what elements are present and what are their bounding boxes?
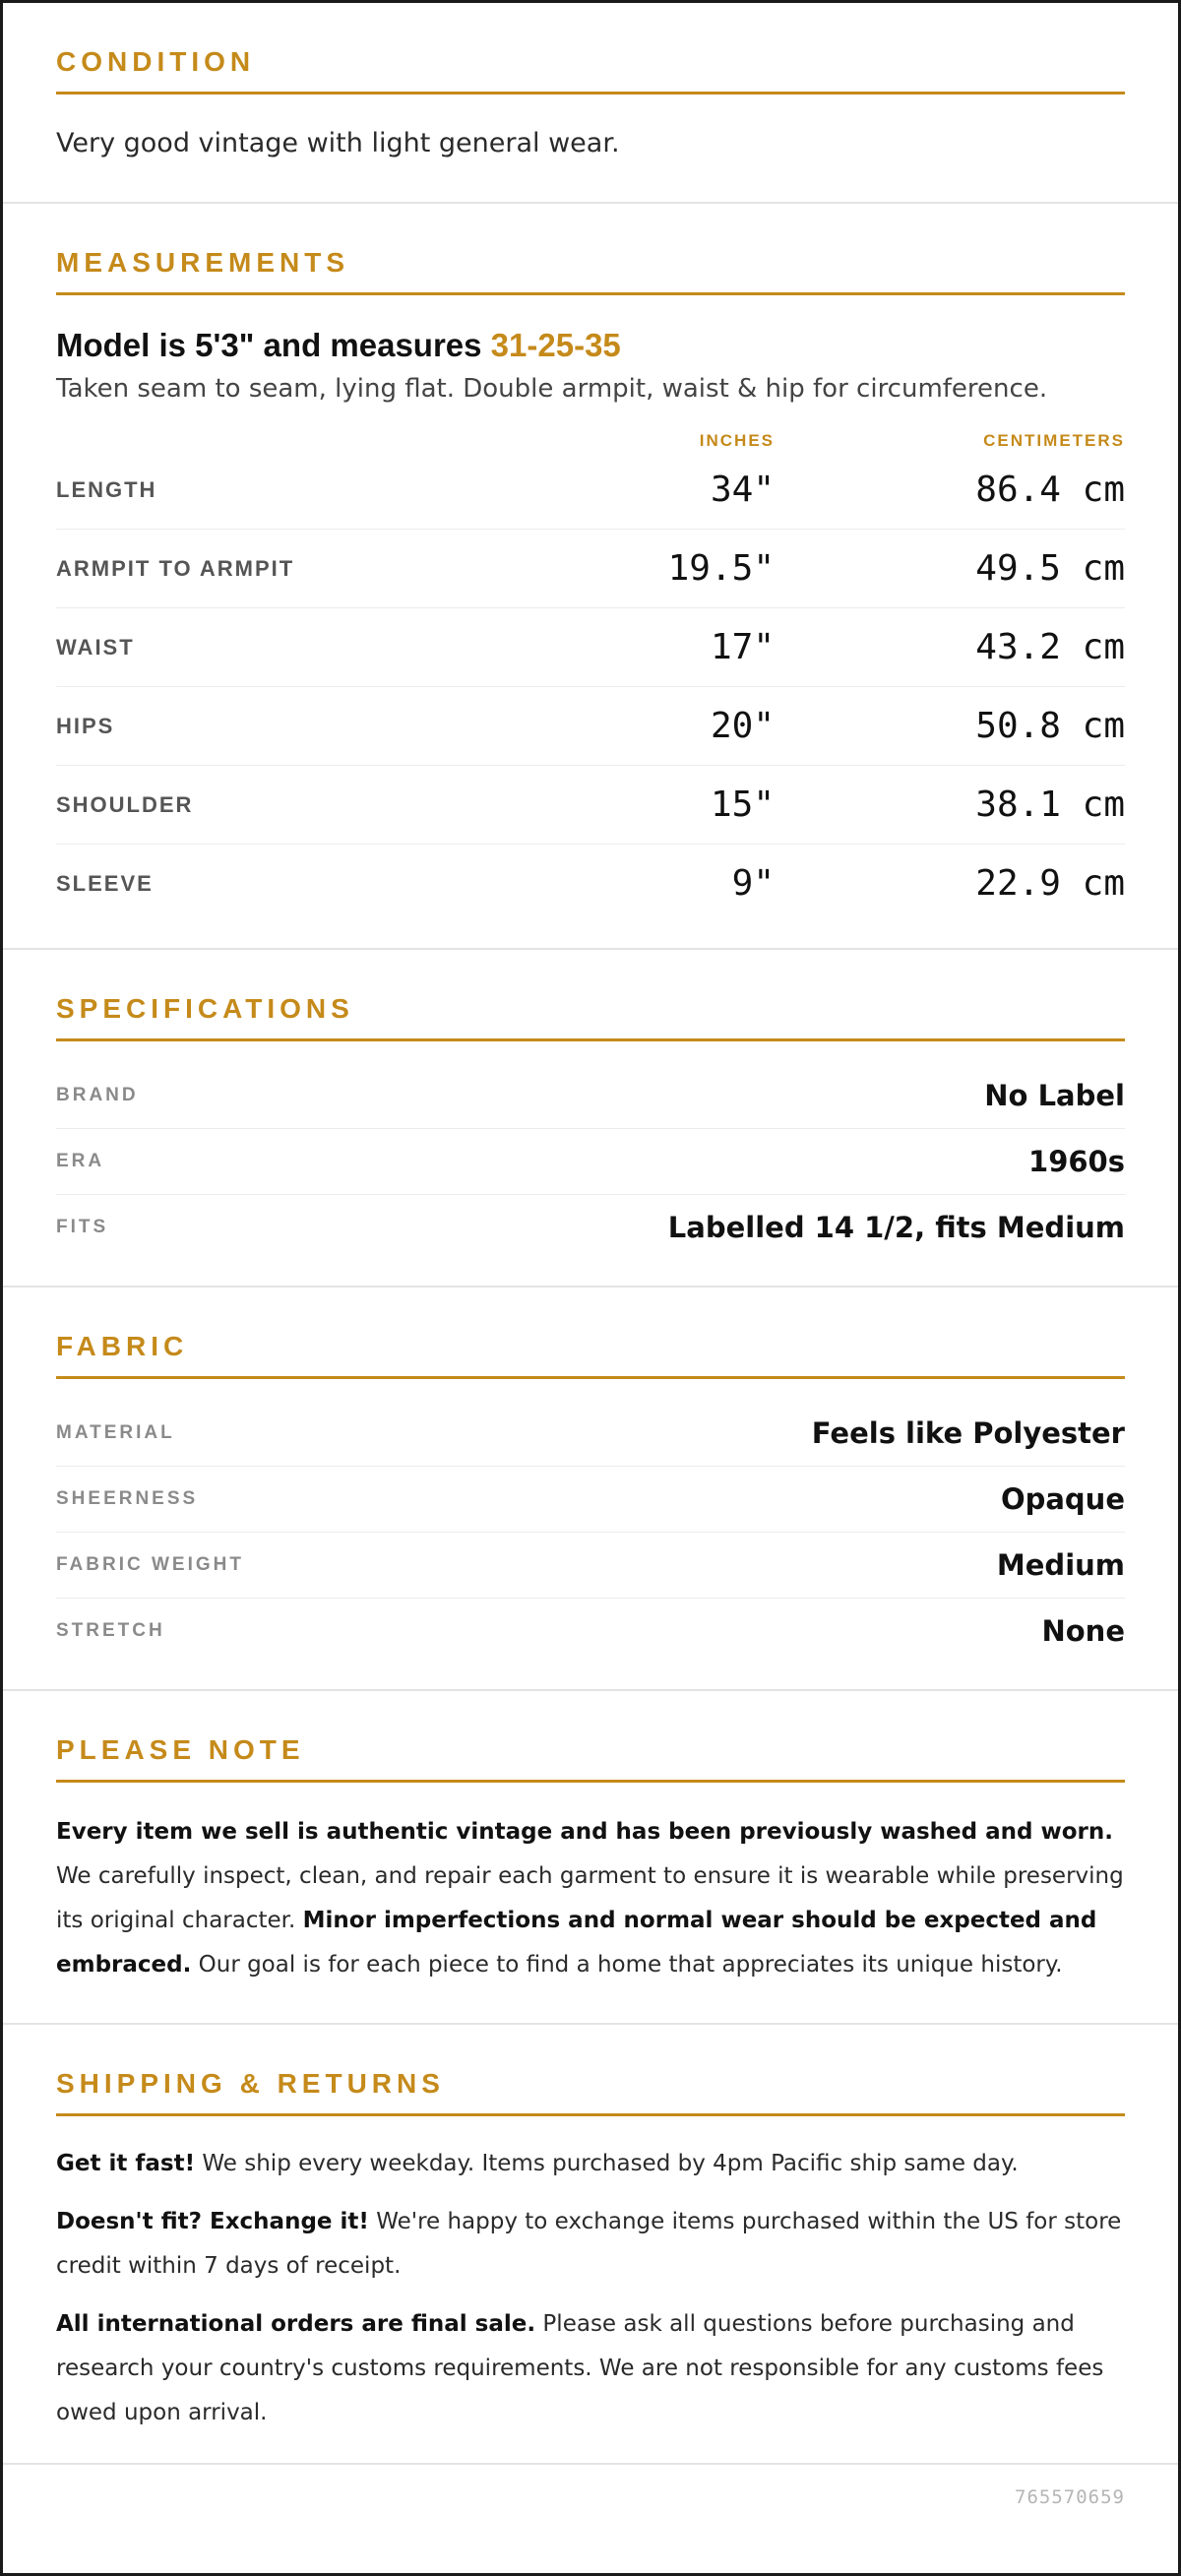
fabric-key: STRETCH xyxy=(56,1620,165,1641)
fabric-key: FABRIC WEIGHT xyxy=(56,1554,244,1575)
measurement-cm: 43.2 cm xyxy=(975,627,1125,667)
fabric-row-material xyxy=(56,1401,1125,1467)
measurement-label: ARMPIT TO ARMPIT xyxy=(56,555,295,581)
measurement-row xyxy=(56,766,1125,845)
fabric-title: FABRIC xyxy=(56,1331,1125,1379)
measurement-cm: 38.1 cm xyxy=(975,785,1125,825)
spec-key: FITS xyxy=(56,1217,109,1237)
spec-value: No Label xyxy=(984,1079,1125,1112)
centimeters-column-header: CENTIMETERS xyxy=(983,431,1125,450)
measurement-row xyxy=(56,530,1125,608)
measurement-inches: 34" xyxy=(710,470,775,510)
fabric-value: Opaque xyxy=(1000,1482,1125,1516)
shipping-paragraph-international xyxy=(56,2302,1125,2435)
measurements-table xyxy=(56,451,1125,922)
measurement-cm: 86.4 cm xyxy=(975,470,1125,510)
fabric-row-weight xyxy=(56,1533,1125,1599)
measurement-row xyxy=(56,687,1125,766)
specifications-title: SPECIFICATIONS xyxy=(56,993,1125,1041)
measurement-row xyxy=(56,608,1125,687)
product-id: 765570659 xyxy=(1015,2486,1125,2508)
model-measures-stats: 31-25-35 xyxy=(490,327,621,363)
please-note-title: PLEASE NOTE xyxy=(56,1734,1125,1783)
measurement-label: WAIST xyxy=(56,634,135,660)
shipping-returns-title: SHIPPING & RETURNS xyxy=(56,2068,1125,2116)
fabric-value: Feels like Polyester xyxy=(811,1416,1125,1450)
note-text-inspect: We carefully inspect, clean, and repair each garment to ensure it is wearable while preserving its original character. xyxy=(56,1863,1124,1933)
measurements-title: MEASUREMENTS xyxy=(56,247,1125,295)
condition-section xyxy=(3,3,1178,204)
shipping-paragraph-exchange xyxy=(56,2200,1125,2289)
measurements-header xyxy=(56,431,1125,451)
measurement-row xyxy=(56,845,1125,922)
product-id-footer xyxy=(3,2465,1178,2530)
measurement-inches: 9" xyxy=(731,863,775,904)
fabric-row-sheerness xyxy=(56,1467,1125,1533)
fabric-list xyxy=(56,1401,1125,1664)
measurements-note: Taken seam to seam, lying flat. Double armpit, waist & hip for circumference. xyxy=(56,374,1048,404)
measurements-section xyxy=(3,204,1178,950)
spec-value: 1960s xyxy=(1028,1145,1125,1178)
please-note-section xyxy=(3,1691,1178,2025)
spec-row-brand xyxy=(56,1063,1125,1129)
fabric-value: Medium xyxy=(996,1548,1125,1582)
measurement-label: LENGTH xyxy=(56,476,157,502)
measurement-label: SLEEVE xyxy=(56,870,154,896)
measurement-inches: 15" xyxy=(710,785,775,825)
spec-key: BRAND xyxy=(56,1085,139,1105)
measurement-cm: 22.9 cm xyxy=(975,863,1125,904)
model-measures-prefix: Model is 5'3" and measures xyxy=(56,327,482,363)
shipping-text-fast: We ship every weekday. Items purchased by 4pm Pacific ship same day. xyxy=(195,2151,1019,2176)
measurement-inches: 20" xyxy=(710,706,775,746)
specifications-section xyxy=(3,950,1178,1288)
measurement-inches: 19.5" xyxy=(667,548,775,589)
inches-column-header: INCHES xyxy=(699,431,775,450)
shipping-returns-section xyxy=(3,2025,1178,2465)
shipping-bold-exchange: Doesn't fit? Exchange it! xyxy=(56,2209,369,2234)
fabric-value: None xyxy=(1041,1614,1125,1648)
note-bold-authentic: Every item we sell is authentic vintage and has been previously washed and worn. xyxy=(56,1819,1113,1845)
measurement-cm: 50.8 cm xyxy=(975,706,1125,746)
condition-title: CONDITION xyxy=(56,46,1125,94)
spec-key: ERA xyxy=(56,1151,105,1171)
measurement-label: HIPS xyxy=(56,713,115,738)
note-text-goal: Our goal is for each piece to find a home that appreciates its unique history. xyxy=(191,1952,1063,1978)
specifications-list xyxy=(56,1063,1125,1260)
shipping-bold-fast: Get it fast! xyxy=(56,2151,196,2176)
shipping-text-international: Please ask all questions before purchasing and research your country's customs requirements. We are not responsible for any customs fees owed upon arrival. xyxy=(56,2311,1104,2425)
measurement-cm: 49.5 cm xyxy=(975,548,1125,589)
fabric-key: MATERIAL xyxy=(56,1422,175,1443)
measurement-inches: 17" xyxy=(710,627,775,667)
fabric-section xyxy=(3,1288,1178,1691)
shipping-bold-international: All international orders are final sale. xyxy=(56,2311,536,2337)
measurement-row xyxy=(56,451,1125,530)
spec-row-fits xyxy=(56,1195,1125,1260)
fabric-row-stretch xyxy=(56,1599,1125,1664)
shipping-text-exchange: We're happy to exchange items purchased within the US for store credit within 7 days of receipt. xyxy=(56,2209,1122,2279)
condition-text: Very good vintage with light general wear. xyxy=(56,128,620,158)
fabric-key: SHEERNESS xyxy=(56,1488,199,1509)
shipping-paragraph-fast xyxy=(56,2142,1125,2186)
please-note-paragraph xyxy=(56,1810,1125,1987)
spec-value: Labelled 14 1/2, fits Medium xyxy=(667,1211,1125,1244)
measurement-label: SHOULDER xyxy=(56,791,194,817)
spec-row-era xyxy=(56,1129,1125,1195)
note-bold-imperfections: Minor imperfections and normal wear should be expected and embraced. xyxy=(56,1908,1097,1978)
model-measures-line xyxy=(56,327,1125,364)
